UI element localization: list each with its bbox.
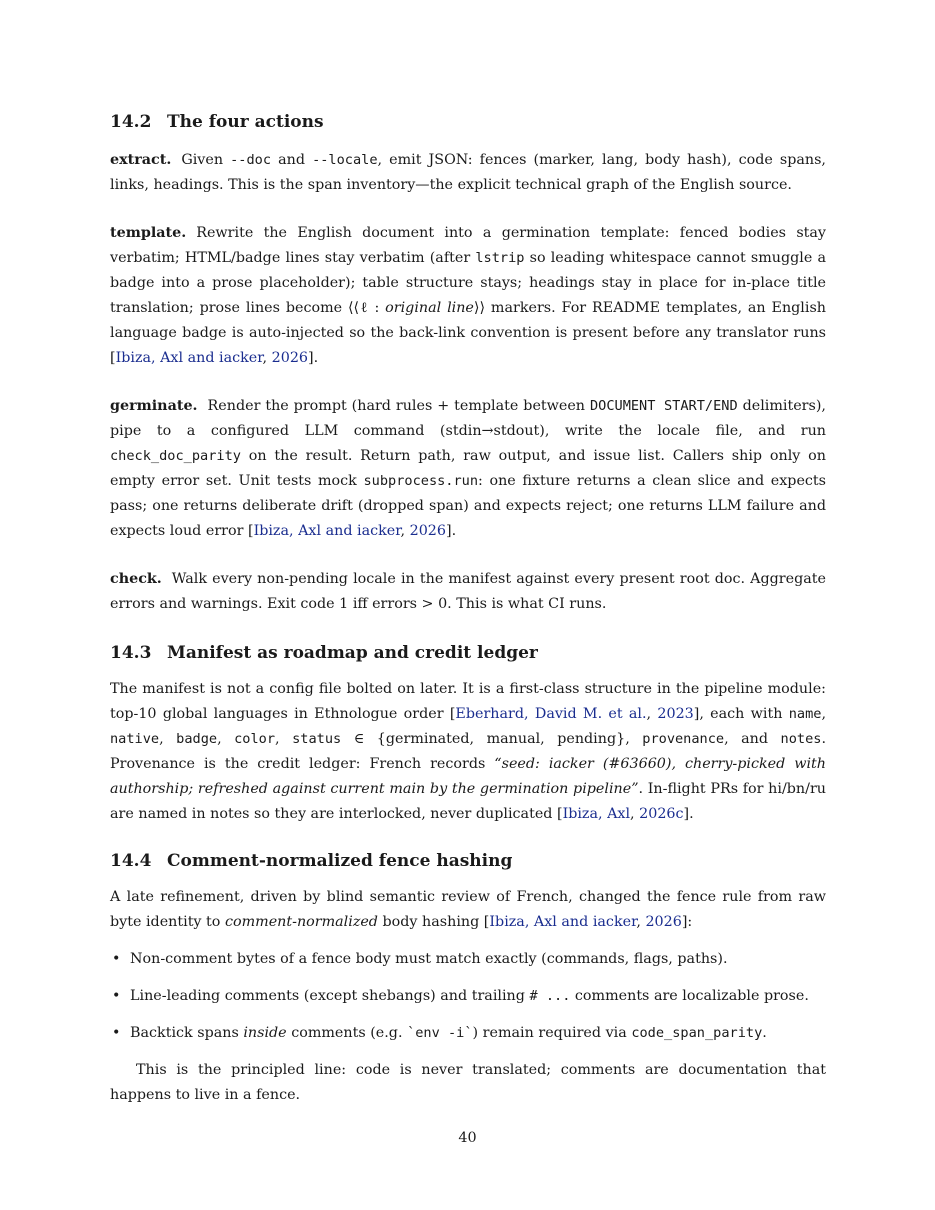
section-number: 14.3 (110, 643, 152, 663)
bullet-icon: • (112, 988, 121, 1004)
text: , and (724, 731, 781, 747)
run-in-heading: template. (110, 225, 187, 241)
text: , (400, 523, 410, 539)
citation-link[interactable]: 2026c (639, 806, 684, 822)
text: ], each with (693, 706, 789, 722)
text: ∈ {germinated, manual, pending}, (341, 731, 643, 747)
section-title: Comment-normalized fence hashing (167, 851, 513, 871)
citation-link[interactable]: Eberhard, David M. et al. (455, 706, 647, 722)
text: ) remain required via (472, 1025, 632, 1041)
text: . (762, 1025, 767, 1041)
code-span: DOCUMENT START/END (589, 398, 738, 414)
page-body (110, 108, 826, 1108)
code-span: native (110, 731, 160, 747)
text: A late refinement, driven by blind semantic review of French, changed the fence rule from raw byte identity to (110, 889, 826, 930)
text: , (159, 731, 177, 747)
section-number: 14.2 (110, 112, 152, 132)
code-span: `env -i` (407, 1025, 473, 1041)
bullet-icon: • (112, 1025, 121, 1041)
code-span: provenance (642, 731, 725, 747)
text: , (217, 731, 235, 747)
list-item (110, 984, 826, 1009)
text: Non-comment bytes of a fence body must match exactly (commands, flags, paths). (130, 951, 728, 967)
text: , (646, 706, 658, 722)
code-span: subprocess.run (363, 473, 479, 489)
text: , emit JSON: fences (marker, lang, body hash), code spans, links, headings. This is the span inventory—the explicit technical graph of the English source. (110, 152, 826, 193)
text: and (271, 152, 313, 168)
text: The manifest is not a config file bolted on later. It is a first-class structure in the pipeline module: top-10 global languages in Ethnologue order [ (110, 681, 826, 722)
text: ]. (683, 806, 694, 822)
italic-text: inside (243, 1025, 287, 1041)
text: , (630, 806, 640, 822)
text: body hashing [ (377, 914, 490, 930)
text: so leading whitespace cannot smuggle a badge into a prose placeholder); table structure stays; headings stay in place for in-place title translation; prose lines become ⟨⟨ℓ : (110, 250, 826, 316)
citation-link[interactable]: 2026 (645, 914, 682, 930)
text: ⟩⟩ markers. For README templates, an English language badge is auto-injected so the back-link convention is present before any translator runs [ (110, 300, 826, 366)
citation-link[interactable]: Ibiza, Axl and iacker (489, 914, 637, 930)
paragraph-refinement (110, 885, 826, 935)
bullet-list (110, 947, 826, 1046)
text: Backtick spans (130, 1025, 244, 1041)
text: , (262, 350, 272, 366)
text: ]. (446, 523, 457, 539)
text: Walk every non-pending locale in the manifest against every present root doc. Aggregate errors and warnings. Exit code 1 iff errors > 0. This is what CI runs. (110, 571, 826, 612)
paragraph-germinate (110, 394, 826, 544)
text: : one fixture returns a clean slice and expects pass; one returns deliberate drift (dropped span) and expects reject; one returns LLM failure and expects loud error [ (110, 473, 827, 539)
code-span: badge (176, 731, 218, 747)
code-span: code_span_parity (631, 1025, 763, 1041)
text: on the result. Return path, raw output, and issue list. Callers ship only on empty error set. Unit tests mock (110, 448, 826, 489)
paragraph-template (110, 221, 826, 371)
text: . In-flight PRs for hi/bn/ru are named in notes so they are interlocked, never duplicated [ (110, 781, 826, 822)
paragraph-closing: This is the principled line: code is never translated; comments are documentation that happens to live in a fence. (110, 1062, 826, 1103)
section-title: Manifest as roadmap and credit ledger (167, 643, 538, 663)
text: ]: (681, 914, 693, 930)
citation-link[interactable]: Ibiza, Axl and iacker (253, 523, 401, 539)
code-span: lstrip (475, 250, 525, 266)
code-span: check_doc_parity (110, 448, 241, 464)
text: , (636, 914, 646, 930)
list-item (110, 1021, 826, 1046)
citation-link[interactable]: Ibiza, Axl (562, 806, 631, 822)
list-item (110, 947, 826, 972)
run-in-heading: extract. (110, 152, 172, 168)
text: Rewrite the English document into a germination template: fenced bodies stay verbatim; HTML/badge lines stay verbatim (after (110, 225, 826, 266)
text: . Provenance is the credit ledger: French records (110, 731, 826, 772)
text: ]. (308, 350, 319, 366)
text: Render the prompt (hard rules + template between (207, 398, 590, 414)
section-heading-14-2 (110, 108, 826, 136)
page-number: 40 (458, 1130, 477, 1146)
text: delimiters), pipe to a configured LLM command (stdin→stdout), write the locale file, and run (110, 398, 826, 439)
citation-link[interactable]: 2023 (657, 706, 694, 722)
italic-text: original line (385, 300, 474, 316)
code-span: name (788, 706, 822, 722)
code-span: --locale (312, 152, 378, 168)
paragraph-extract (110, 148, 826, 198)
code-span: status (292, 731, 342, 747)
section-title: The four actions (167, 112, 324, 132)
text: , (821, 706, 827, 722)
text: comments are localizable prose. (570, 988, 809, 1004)
text: Given (181, 152, 231, 168)
text: comments (e.g. (286, 1025, 408, 1041)
code-span: --doc (230, 152, 272, 168)
run-in-heading: germinate. (110, 398, 198, 414)
section-number: 14.4 (110, 851, 152, 871)
citation-link[interactable]: 2026 (409, 523, 446, 539)
bullet-icon: • (112, 951, 121, 967)
section-heading-14-3 (110, 639, 826, 667)
code-span: color (234, 731, 276, 747)
paragraph-manifest (110, 677, 826, 827)
code-span: # ... (529, 988, 571, 1004)
text: Line-leading comments (except shebangs) and trailing (130, 988, 530, 1004)
italic-quote: “seed: iacker (#63660), cherry-picked with authorship; refreshed against current main by the germination pipeline” (110, 756, 827, 797)
italic-text: comment-normalized (224, 914, 378, 930)
text: , (275, 731, 293, 747)
citation-link[interactable]: 2026 (271, 350, 309, 366)
section-heading-14-4 (110, 847, 826, 875)
paragraph-check (110, 567, 826, 617)
code-span: notes (780, 731, 822, 747)
run-in-heading: check. (110, 571, 162, 587)
citation-link[interactable]: Ibiza, Axl and iacker (115, 350, 263, 366)
